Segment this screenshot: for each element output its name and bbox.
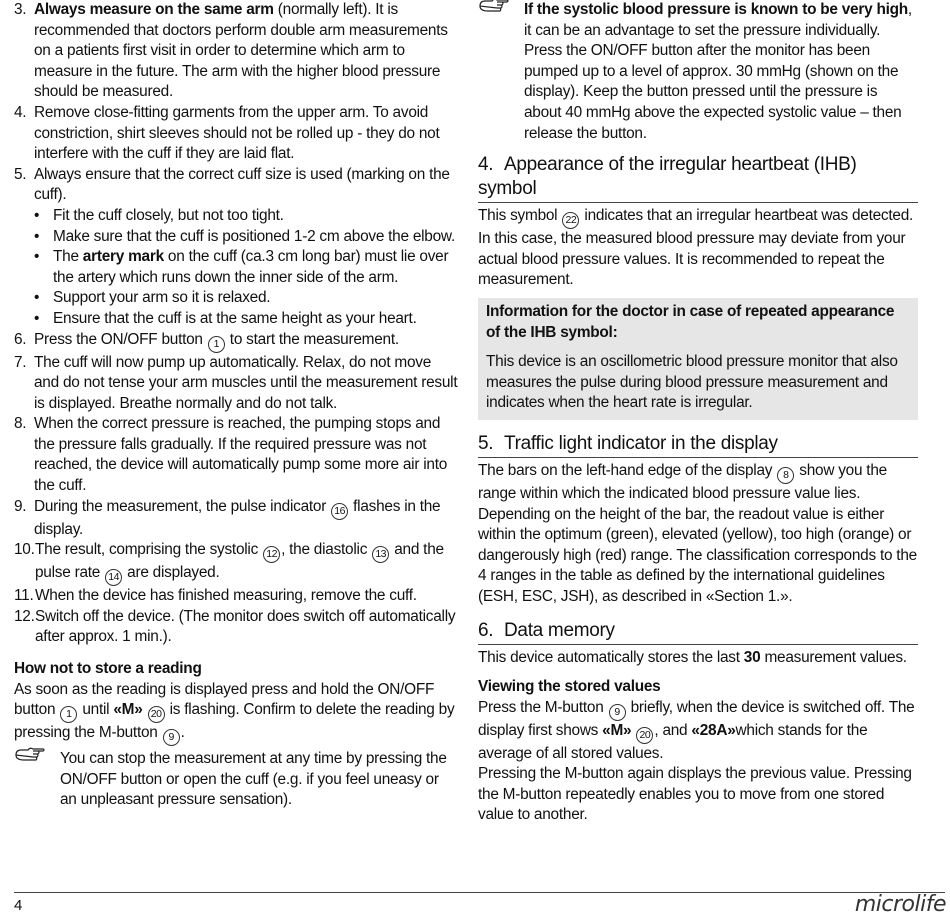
previous-value-paragraph: Pressing the M-button again displays the previous value. Pressing the M-button repeatedly enables you to move from one stored value to another. [478, 765, 912, 824]
reference-number-badge: 12 [263, 546, 280, 563]
list-item: • Make sure that the cuff is positioned 1-2 cm above the elbow. [14, 227, 458, 248]
footer-divider [14, 892, 945, 893]
not-store-paragraph: As soon as the reading is displayed press and hold the ON/OFF button 1 until «M» 20 is flashing. Confirm to delete the reading by pressing the M-button 9 . [14, 680, 458, 747]
cuff-bullet-list [14, 206, 458, 330]
step-11: 11. When the device has finished measuring, remove the cuff. [14, 587, 417, 605]
step-7: 7. The cuff will now pump up automatically. Relax, do not move and do not tense your arm muscles until the measurement result is displayed. Breathe normally and do not talk. [14, 353, 458, 412]
step-6: 6. Press the ON/OFF button 1 to start the measurement. [14, 330, 458, 353]
reference-number-badge: 16 [331, 503, 348, 520]
brand-logo: microlife [854, 892, 946, 917]
section-6-paragraph: This device automatically stores the last 30 measurement values. [478, 649, 907, 667]
step-9: 9. During the measurement, the pulse indicator 16 flashes in the display. [14, 497, 441, 538]
reference-number-badge: 1 [60, 706, 77, 723]
reference-number-badge: 8 [777, 467, 794, 484]
doctor-info-title: Information for the doctor in case of repeated appearance of the IHB symbol: [486, 302, 895, 341]
subheading-not-store: How not to store a reading [14, 660, 202, 678]
section-4-paragraph: This symbol 22 indicates that an irregular heartbeat was detected. In this case, the measured blood pressure may deviate from your actual blood pressure values. It is recommended to repeat the measurement. [478, 207, 914, 289]
pointing-hand-icon [14, 746, 46, 773]
step-8: 8. When the correct pressure is reached, the pumping stops and the pressure falls gradually. If the required pressure was not reached, the device will automatically pump some more air into the cuff. [14, 415, 448, 495]
step-3: 3. Always measure on the same arm (normally left). It is recommended that doctors perform double arm measurements on a patients first visit in order to determine which arm to measure in the future. The arm with the higher blood pressure should be measured. [14, 1, 448, 101]
step-5: 5. Always ensure that the correct cuff size is used (marking on the cuff). [14, 165, 450, 204]
list-item: • The artery mark on the cuff (ca.3 cm long bar) must lie over the artery which runs down the inner side of the arm. [14, 247, 458, 288]
viewing-stored-paragraph: Press the M-button 9 briefly, when the device is switched off. The display first shows «M» 20 , and «28A»which stands for the average of all stored values. [478, 698, 915, 762]
reference-number-badge: 20 [148, 706, 165, 723]
reference-number-badge: 9 [163, 729, 180, 746]
section-4-heading: 4. Appearance of the irregular heartbeat (IHB) symbol [478, 153, 918, 203]
step-4: 4. Remove close-fitting garments from the upper arm. To avoid constriction, shirt sleeves should not be rolled up - they do not interfere with the cuff if they are laid flat. [14, 103, 440, 163]
step-10: 10. The result, comprising the systolic 12 , the diastolic 13 and the pulse rate 14 are displayed. [14, 540, 458, 586]
reference-number-badge: 20 [636, 727, 653, 744]
doctor-info-text: This device is an oscillometric blood pressure monitor that also measures the pulse during blood pressure measurement and indicates when the heart rate is irregular. [486, 353, 898, 412]
note-stop-measurement: You can stop the measurement at any time by pressing the ON/OFF button or open the cuff (e.g. if you feel uneasy or an unpleasant pressure sensation). [14, 749, 458, 811]
section-5-paragraph: The bars on the left-hand edge of the display 8 show you the range within which the indicated blood pressure value lies. Depending on the height of the bar, the readout value is either within the optimum (green), elevated (yellow), too high (orange) or dangerously high (red) range. The classification corresponds to the 4 ranges in the table as defined by the international guidelines (ESH, ESC, JSH), as described in «Section 1.». [478, 461, 917, 605]
page-number: 4 [14, 897, 23, 914]
reference-number-badge: 13 [372, 546, 389, 563]
step-3-emphasis: Always measure on the same arm [34, 1, 274, 18]
left-column [14, 0, 458, 811]
section-6-heading: 6. Data memory [478, 619, 918, 645]
subheading-viewing-stored: Viewing the stored values [478, 678, 661, 696]
pointing-hand-icon [478, 0, 510, 24]
reference-number-badge: 14 [105, 569, 122, 586]
step-12: 12. Switch off the device. (The monitor does switch off automatically after approx. 1 min.). [14, 607, 456, 646]
list-item: • Support your arm so it is relaxed. [14, 288, 458, 309]
section-5-heading: 5. Traffic light indicator in the display [478, 432, 918, 458]
reference-number-badge: 9 [609, 704, 626, 721]
note-high-systolic: If the systolic blood pressure is known to be very high, it can be an advantage to set the pressure individually. Press the ON/OFF button after the monitor has been pumped up to a level of approx. 30 mmHg (shown on the display). Keep the button pressed until the pressure is about 40 mmHg above the expected systolic value – then release the button. [478, 0, 918, 144]
list-item: • Ensure that the cuff is at the same height as your heart. [14, 309, 458, 330]
reference-number-badge: 1 [208, 336, 225, 353]
doctor-info-box [478, 298, 918, 420]
list-item: • Fit the cuff closely, but not too tight. [14, 206, 458, 227]
right-column [478, 0, 918, 826]
reference-number-badge: 22 [562, 212, 579, 229]
